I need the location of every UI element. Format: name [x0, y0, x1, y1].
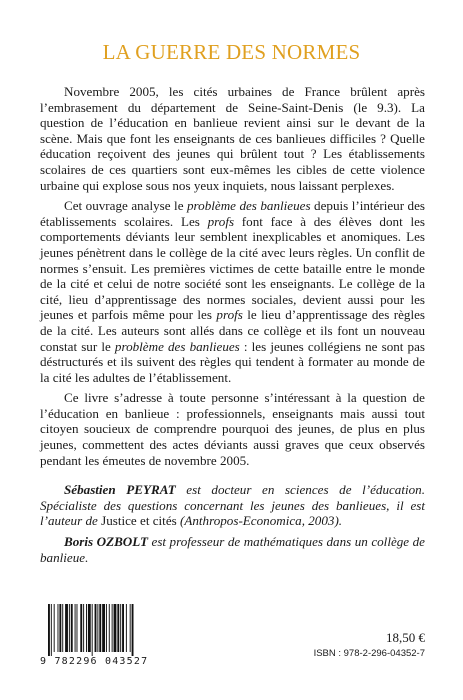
author-name-ozbolt: Boris OZBOLT	[64, 534, 149, 550]
blurb-run: depuis l’intérieur des établissements scolaires. Les	[40, 198, 426, 229]
barcode-bar	[65, 604, 68, 652]
barcode-bar	[122, 604, 124, 652]
barcode-bar	[58, 604, 59, 652]
barcode	[40, 604, 166, 670]
author-bios	[40, 482, 425, 565]
blurb-run: font face à des élèves dont les comportements déviants leur semblent inexplicables et anomiques. Les jeunes pénètrent dans le collège de la cité avec leurs règles. Un conflit de normes s’ensuit. Les premières victimes de cette bataille entre le monde de la cité et celui de notre société sont les enseignants. Le collège de la cité, lieu d’apprentissage des normes sociales, devient aussi pour les jeunes et parfois même pour les	[40, 213, 425, 323]
barcode-bar	[97, 604, 98, 652]
author-book-title: Justice et cités	[101, 513, 177, 529]
book-title	[0, 40, 463, 65]
blurb-run: problème des banlieues	[187, 198, 311, 214]
blurb-run: profs	[207, 213, 235, 229]
barcode-bar	[117, 604, 119, 652]
author-bio-peyrat-b: (Anthropos-Economica, 2003).	[176, 513, 343, 529]
barcode-bar	[95, 604, 97, 652]
barcode-bar	[62, 604, 63, 652]
barcode-icon	[48, 604, 160, 656]
barcode-bar	[71, 604, 73, 652]
barcode-bar	[54, 604, 55, 652]
blurb-run: Novembre 2005, les cités urbaines de France brûlent après l’embrasement du département de Seine-Saint-Denis (le 9.3). La question de l’éducation en banlieue revient ainsi sur le devant de la scène. Mais que font les enseignants de ces banlieues difficiles ? Quelle éducation reçoivent des jeunes qui brûlent tout ? Les établissements scolaires de ces quartiers sont eux-mêmes les cibles de cette violence urbaine qui explose sous nos yeux inquiets, nous laissant perplexes.	[40, 84, 425, 193]
barcode-bar	[48, 604, 50, 656]
isbn: ISBN : 978-2-296-04352-7	[313, 648, 425, 659]
blurb-run: le lieu d’apprentissage des règles de la cité. Les auteurs sont allés dans ce collège et ils font un nouveau constat sur le	[40, 307, 425, 354]
barcode-bar	[51, 604, 52, 656]
barcode-bar	[114, 604, 117, 652]
author-bio-ozbolt-text: est professeur de mathématiques dans un collège de banlieue.	[40, 534, 425, 565]
barcode-bar	[92, 604, 93, 656]
barcode-bar	[77, 604, 78, 652]
barcode-bar	[102, 604, 105, 652]
blurb	[40, 84, 425, 570]
barcode-bar	[75, 604, 76, 652]
barcode-bar	[80, 604, 82, 652]
barcode-bar	[59, 604, 61, 652]
barcode-bar	[112, 604, 113, 652]
blurb-run: : les jeunes collégiens ne sont pas déstructurés et ils suivent des règles qui tendent à formater au monde de la cité les adultes de l’établissement.	[40, 338, 425, 385]
blurb-run: profs	[216, 307, 243, 323]
barcode-bar	[132, 604, 134, 656]
barcode-bar	[120, 604, 121, 652]
barcode-bar	[109, 604, 110, 652]
barcode-bar	[83, 604, 84, 652]
barcode-bar	[130, 604, 131, 652]
blurb-paragraph-2	[40, 198, 425, 385]
author-bio-peyrat	[40, 482, 425, 529]
blurb-paragraph-3	[40, 390, 425, 468]
barcode-number: 9 782296 043527	[40, 656, 149, 667]
barcode-bar	[126, 604, 127, 652]
blurb-run: problème des banlieues	[114, 338, 240, 354]
barcode-bar	[69, 604, 70, 652]
barcode-bar	[86, 604, 87, 652]
barcode-bar	[99, 604, 101, 652]
price: 18,50 €	[386, 630, 425, 645]
author-bio-ozbolt	[40, 534, 425, 565]
author-bio-peyrat-a: est docteur en sciences de l’éducation. Spécialiste des questions concernant les jeunes des banlieues, il est l’auteur de	[40, 482, 425, 529]
barcode-bar	[88, 604, 91, 652]
blurb-run: Ce livre s’adresse à toute personne s’intéressant à la question de l’éducation en banlieue : professionnels, enseignants mais aussi tout citoyen soucieux de comprendre pourquoi des jeunes, de plus en plus jeunes, commettent des actes déviants aussi graves que ceux observés pendant les émeutes de novembre 2005.	[40, 390, 425, 468]
blurb-paragraph-1	[40, 84, 425, 193]
blurb-run: Cet ouvrage analyse le	[64, 198, 187, 214]
book-title-text: LA GUERRE DES NORMES	[102, 40, 361, 64]
barcode-bar	[106, 604, 107, 652]
author-name-peyrat: Sébastien PEYRAT	[64, 482, 176, 498]
